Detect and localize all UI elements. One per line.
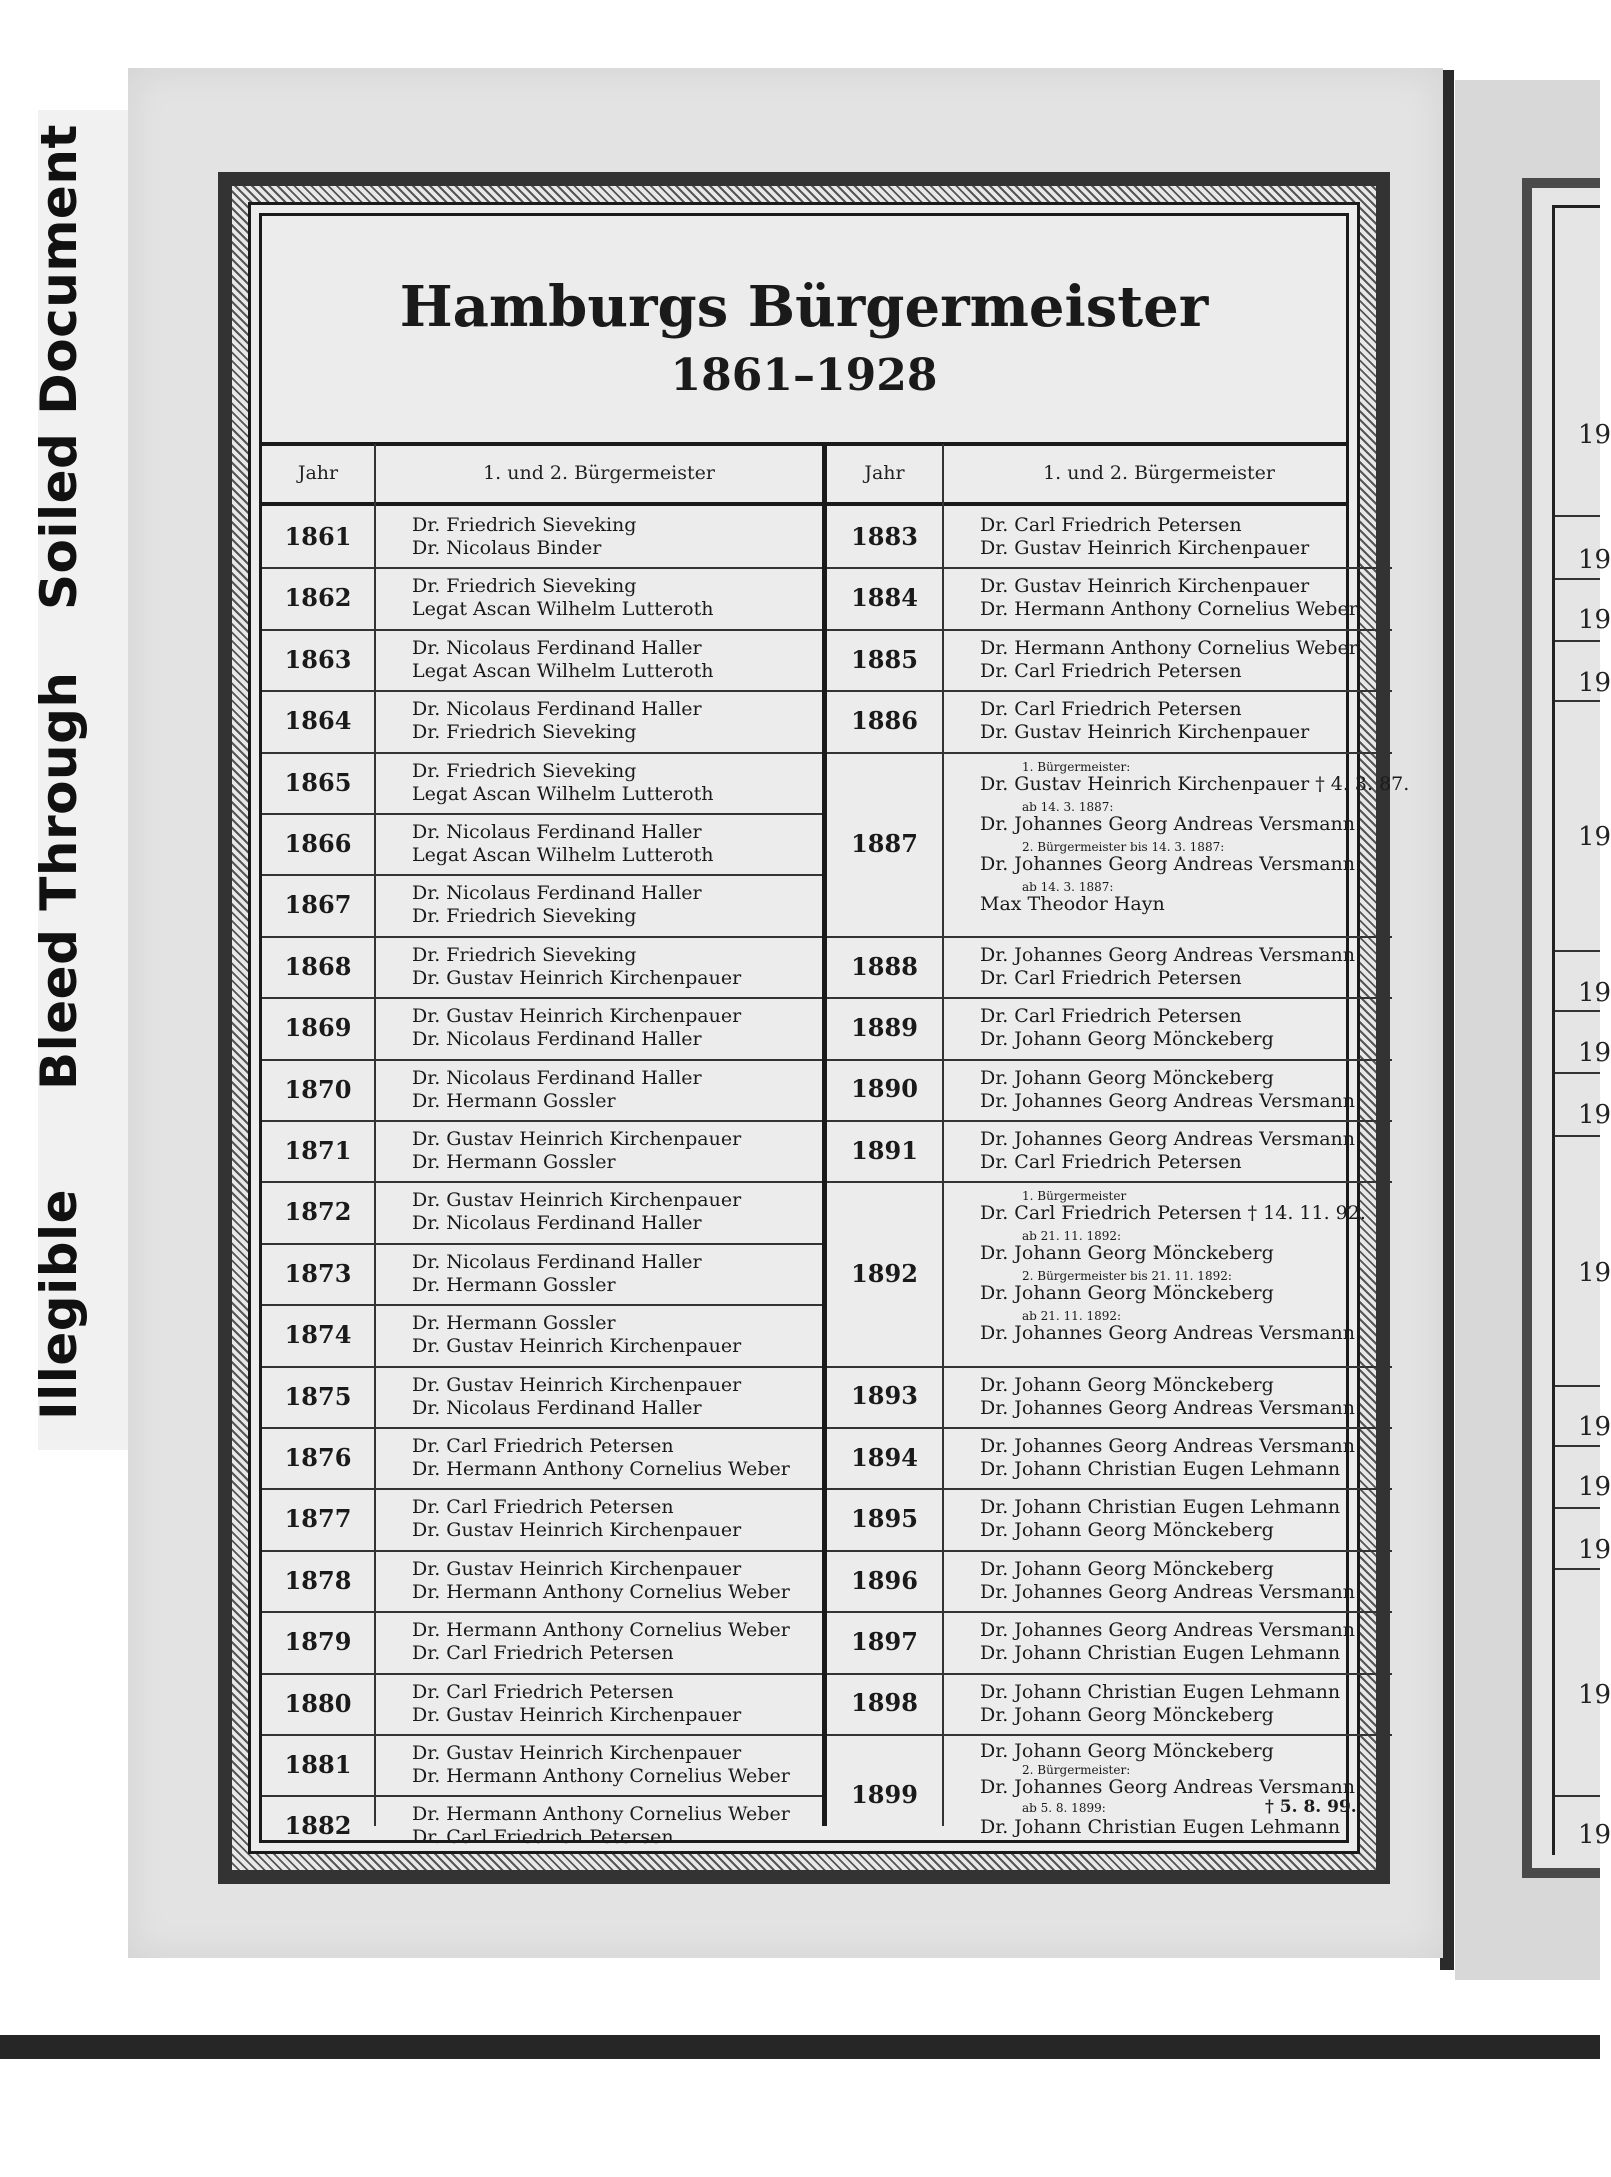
right-row-first-mayor: Dr. Johann Christian Eugen Lehmann (980, 1496, 1341, 1519)
left-row-divider (262, 1795, 822, 1797)
left-row-divider (262, 1673, 822, 1675)
left-row-divider (262, 1427, 822, 1429)
left-row-first-mayor: Dr. Hermann Anthony Cornelius Weber (412, 1619, 790, 1642)
right-row-first-mayor: Dr. Johann Georg Mönckeberg (980, 1373, 1274, 1396)
left-row-year: 1861 (284, 522, 352, 551)
left-row-year: 1876 (284, 1443, 352, 1472)
left-row-year: 1875 (284, 1381, 352, 1411)
right-row-divider (827, 1734, 1392, 1736)
left-row-first-mayor: Dr. Hermann Anthony Cornelius Weber (412, 1803, 790, 1826)
left-row-year: 1879 (284, 1627, 352, 1657)
next-page-row-divider (1555, 1010, 1600, 1012)
next-page-row-divider (1555, 1507, 1600, 1509)
stamp-soiled-document: Soiled Document (30, 124, 88, 610)
right-row-divider (827, 567, 1392, 569)
right-row-note: ab 14. 3. 1887: (1022, 799, 1114, 814)
left-row-divider (262, 1550, 822, 1552)
left-row-year: 1866 (284, 829, 352, 858)
header-top-rule (262, 442, 1346, 446)
left-row-second-mayor: Dr. Carl Friedrich Petersen (412, 1826, 674, 1849)
right-row-year: 1895 (851, 1504, 918, 1534)
next-page-row-divider (1555, 515, 1600, 517)
left-row-second-mayor: Dr. Friedrich Sieveking (412, 905, 637, 928)
left-row-divider (262, 1304, 822, 1306)
right-row-first-mayor: Dr. Carl Friedrich Petersen (980, 1005, 1242, 1028)
next-page-row-divider (1555, 1385, 1600, 1387)
right-row-note: 2. Bürgermeister bis 14. 3. 1887: (1022, 839, 1225, 854)
header-year-left: Jahr (297, 462, 339, 484)
right-row-mayor-line: Dr. Johannes Georg Andreas Versmann (980, 1322, 1356, 1345)
left-row-divider (262, 1366, 822, 1368)
left-row-year: 1878 (284, 1565, 352, 1595)
right-row-mayor-line: Dr. Johann Georg Mönckeberg (980, 1242, 1274, 1265)
next-page-year-stub: 19 (1578, 978, 1611, 1008)
right-row-note: 2. Bürgermeister: (1022, 1763, 1131, 1777)
left-row-year: 1877 (284, 1504, 352, 1534)
right-row-third-mayor: Dr. Johann Christian Eugen Lehmann (980, 1816, 1341, 1838)
right-row-first-mayor: Dr. Johannes Georg Andreas Versmann (980, 1128, 1356, 1150)
next-page-year-stub: 19 (1578, 1100, 1611, 1130)
right-row-first-mayor: Dr. Johannes Georg Andreas Versmann (980, 1435, 1356, 1457)
right-row-first-mayor: Dr. Johann Georg Mönckeberg (980, 1066, 1274, 1089)
right-row-divider (827, 1488, 1392, 1490)
left-row-first-mayor: Dr. Nicolaus Ferdinand Haller (412, 882, 702, 905)
right-row-divider (827, 690, 1392, 692)
next-page-row-divider (1555, 640, 1600, 642)
header-mayors-right: 1. und 2. Bürgermeister (1043, 462, 1275, 484)
left-row-divider (262, 1181, 822, 1183)
left-row-first-mayor: Dr. Carl Friedrich Petersen (412, 1496, 674, 1519)
next-page-row-divider (1555, 1445, 1600, 1447)
right-row-year: 1897 (851, 1626, 918, 1656)
left-row-second-mayor: Dr. Gustav Heinrich Kirchenpauer (412, 1703, 742, 1726)
header-year-right: Jahr (864, 462, 905, 484)
right-row-second-mayor: Dr. Carl Friedrich Petersen (980, 659, 1242, 682)
right-row-first-mayor: Dr. Gustav Heinrich Kirchenpauer (980, 575, 1310, 598)
left-row-first-mayor: Dr. Friedrich Sieveking (412, 575, 637, 598)
left-row-first-mayor: Dr. Carl Friedrich Petersen (412, 1680, 674, 1703)
left-row-year: 1865 (284, 767, 352, 797)
left-row-year: 1871 (284, 1136, 352, 1165)
next-page-year-stub: 19 (1578, 668, 1611, 698)
right-row-divider (827, 1120, 1392, 1122)
right-row-first-mayor: Dr. Johann Georg Mönckeberg (980, 1557, 1274, 1580)
stamp-bleed-through: Bleed Through (30, 671, 88, 1090)
left-row-second-mayor: Legat Ascan Wilhelm Lutteroth (412, 659, 714, 682)
left-row-divider (262, 1611, 822, 1613)
left-row-first-mayor: Dr. Nicolaus Ferdinand Haller (412, 636, 702, 659)
left-row-second-mayor: Dr. Nicolaus Binder (412, 537, 602, 559)
left-row-year: 1870 (284, 1074, 352, 1104)
right-row-first-mayor: Dr. Johannes Georg Andreas Versmann (980, 943, 1356, 966)
left-row-divider (262, 567, 822, 569)
right-row-year: 1890 (851, 1074, 918, 1104)
right-year-divider (942, 444, 944, 1826)
right-row-divider (827, 936, 1392, 938)
left-row-year: 1872 (284, 1197, 352, 1227)
right-row-second-mayor: Dr. Johannes Georg Andreas Versmann (980, 1580, 1356, 1603)
right-row-year: 1888 (851, 951, 918, 981)
left-row-second-mayor: Dr. Gustav Heinrich Kirchenpauer (412, 1335, 742, 1358)
right-row-second-mayor: Dr. Johann Georg Mönckeberg (980, 1703, 1274, 1726)
left-row-second-mayor: Dr. Friedrich Sieveking (412, 721, 637, 744)
next-page-row-divider (1555, 1568, 1600, 1570)
right-row-year: 1893 (851, 1381, 918, 1411)
right-row-mayor-line: Dr. Gustav Heinrich Kirchenpauer † 4. 3. 87. (980, 772, 1410, 795)
left-row-year: 1863 (284, 644, 352, 674)
header-bottom-rule (262, 502, 1346, 506)
right-row-second-mayor: Dr. Johannes Georg Andreas Versmann (980, 1396, 1356, 1419)
left-row-divider (262, 1488, 822, 1490)
right-row-note: 1. Bürgermeister: (1022, 759, 1131, 774)
right-row-note: 1. Bürgermeister (1022, 1189, 1127, 1204)
left-row-first-mayor: Dr. Gustav Heinrich Kirchenpauer (412, 1742, 742, 1764)
right-row-note: ab 14. 3. 1887: (1022, 879, 1114, 894)
left-row-first-mayor: Dr. Nicolaus Ferdinand Haller (412, 698, 702, 721)
right-row-year: 1887 (851, 828, 918, 858)
right-row-second-mayor: Dr. Johannes Georg Andreas Versmann (980, 1776, 1356, 1798)
right-row-second-mayor: Dr. Johannes Georg Andreas Versmann (980, 1089, 1356, 1112)
right-row-year: 1889 (851, 1012, 918, 1042)
stamp-illegible: Illegible (30, 1188, 88, 1420)
left-row-second-mayor: Dr. Nicolaus Ferdinand Haller (412, 1212, 702, 1235)
next-page-year-stub: 19 (1578, 420, 1611, 450)
left-row-divider (262, 752, 822, 754)
left-row-divider (262, 690, 822, 692)
next-page-row-divider (1555, 950, 1600, 952)
left-row-second-mayor: Dr. Hermann Gossler (412, 1273, 616, 1296)
next-page-year-stub: 19 (1578, 1258, 1611, 1288)
next-page-year-stub: 19 (1578, 1680, 1611, 1710)
left-row-first-mayor: Dr. Nicolaus Ferdinand Haller (412, 1250, 702, 1273)
right-row-divider (827, 1181, 1392, 1183)
left-row-second-mayor: Dr. Hermann Anthony Cornelius Weber (412, 1765, 790, 1787)
right-row-year: 1884 (851, 583, 918, 613)
left-row-divider (262, 813, 822, 815)
left-row-first-mayor: Dr. Carl Friedrich Petersen (412, 1435, 674, 1457)
left-row-second-mayor: Dr. Hermann Gossler (412, 1151, 616, 1173)
right-row-divider (827, 1673, 1392, 1675)
right-row-year: 1898 (851, 1688, 918, 1718)
left-row-year: 1874 (284, 1320, 352, 1350)
right-row-second-mayor: Dr. Carl Friedrich Petersen (980, 966, 1242, 989)
left-row-divider (262, 936, 822, 938)
right-row-year: 1891 (851, 1135, 918, 1165)
right-row-divider (827, 1427, 1392, 1429)
left-row-second-mayor: Dr. Nicolaus Ferdinand Haller (412, 1028, 702, 1051)
left-year-divider (374, 444, 376, 1826)
next-page-row-divider (1555, 578, 1600, 580)
next-page-row-divider (1555, 1135, 1600, 1137)
right-row-divider (827, 629, 1392, 631)
right-row-mayor-line: Dr. Johannes Georg Andreas Versmann (980, 812, 1356, 835)
left-row-year: 1881 (284, 1750, 352, 1779)
left-row-first-mayor: Dr. Gustav Heinrich Kirchenpauer (412, 1189, 742, 1212)
right-row-divider (827, 1550, 1392, 1552)
left-row-second-mayor: Dr. Carl Friedrich Petersen (412, 1642, 674, 1665)
right-row-year: 1892 (851, 1258, 918, 1288)
left-row-second-mayor: Dr. Hermann Anthony Cornelius Weber (412, 1580, 790, 1603)
left-row-divider (262, 1120, 822, 1122)
left-row-first-mayor: Dr. Hermann Gossler (412, 1312, 616, 1335)
right-row-year: 1899 (851, 1780, 918, 1810)
left-row-year: 1862 (284, 583, 352, 613)
left-row-second-mayor: Dr. Gustav Heinrich Kirchenpauer (412, 966, 742, 989)
table-container (248, 202, 1410, 1854)
right-row-note: ab 21. 11. 1892: (1022, 1309, 1122, 1324)
next-page-year-stub: 19 (1578, 1820, 1611, 1850)
left-row-first-mayor: Dr. Nicolaus Ferdinand Haller (412, 821, 702, 843)
header-mayors-left: 1. und 2. Bürgermeister (483, 462, 715, 484)
left-row-divider (262, 997, 822, 999)
left-row-divider (262, 1734, 822, 1736)
right-row-second-mayor: Dr. Gustav Heinrich Kirchenpauer (980, 537, 1310, 559)
next-page-year-stub: 19 (1578, 605, 1611, 635)
stamp-strip (0, 0, 120, 1480)
page-subtitle: 1861–1928 (670, 350, 938, 401)
left-row-year: 1868 (284, 951, 352, 981)
left-row-second-mayor: Dr. Hermann Gossler (412, 1089, 616, 1112)
next-page-year-stub: 19 (1578, 822, 1611, 852)
left-row-second-mayor: Dr. Gustav Heinrich Kirchenpauer (412, 1519, 742, 1542)
ornamental-border (218, 172, 1410, 1884)
right-row-divider (827, 752, 1392, 754)
right-row-year: 1885 (851, 644, 918, 674)
right-row-note: ab 21. 11. 1892: (1022, 1229, 1122, 1244)
right-row-first-mayor: Dr. Carl Friedrich Petersen (980, 698, 1242, 721)
right-row-year: 1894 (851, 1442, 918, 1472)
right-row-note: ab 5. 8. 1899: (1022, 1801, 1106, 1815)
right-row-mayor-line: Dr. Johannes Georg Andreas Versmann (980, 852, 1356, 875)
left-row-divider (262, 1243, 822, 1245)
left-row-second-mayor: Dr. Nicolaus Ferdinand Haller (412, 1396, 702, 1419)
right-row-year: 1883 (851, 521, 918, 551)
right-row-year: 1886 (851, 705, 918, 735)
next-page-row-divider (1555, 700, 1600, 702)
right-row-second-mayor: Dr. Johann Georg Mönckeberg (980, 1028, 1274, 1051)
next-page-row-divider (1555, 1072, 1600, 1074)
next-page-year-stub: 19 (1578, 545, 1611, 575)
next-page-year-stub: 19 (1578, 1535, 1611, 1565)
right-row-year: 1896 (851, 1565, 918, 1595)
right-row-second-mayor: Dr. Johann Christian Eugen Lehmann (980, 1642, 1341, 1665)
left-row-year: 1867 (284, 890, 352, 920)
page-title: Hamburgs Bürgermeister (399, 274, 1209, 340)
scan-bottom-edge (0, 2035, 1600, 2059)
next-page-year-stub: 19 (1578, 1038, 1611, 1068)
left-row-year: 1869 (284, 1013, 352, 1043)
left-row-second-mayor: Legat Ascan Wilhelm Lutteroth (412, 598, 714, 621)
left-row-first-mayor: Dr. Friedrich Sieveking (412, 514, 637, 536)
right-row-second-mayor: Dr. Johann Christian Eugen Lehmann (980, 1458, 1341, 1480)
right-row-first-mayor: Dr. Johannes Georg Andreas Versmann (980, 1619, 1356, 1642)
right-row-divider (827, 1366, 1392, 1368)
right-row-first-mayor: Dr. Hermann Anthony Cornelius Weber (980, 636, 1358, 659)
left-row-first-mayor: Dr. Gustav Heinrich Kirchenpauer (412, 1128, 742, 1150)
right-row-mayor-line: Dr. Johann Georg Mönckeberg (980, 1282, 1274, 1305)
right-row-note: 2. Bürgermeister bis 21. 11. 1892: (1022, 1269, 1232, 1284)
left-row-divider (262, 874, 822, 876)
right-row-death-note: † 5. 8. 99. (1265, 1797, 1357, 1817)
right-row-second-mayor: Dr. Gustav Heinrich Kirchenpauer (980, 721, 1310, 744)
left-row-second-mayor: Legat Ascan Wilhelm Lutteroth (412, 844, 714, 866)
left-row-first-mayor: Dr. Friedrich Sieveking (412, 943, 637, 966)
right-row-divider (827, 1611, 1392, 1613)
right-row-second-mayor: Dr. Johann Georg Mönckeberg (980, 1519, 1274, 1542)
left-row-first-mayor: Dr. Nicolaus Ferdinand Haller (412, 1066, 702, 1089)
right-row-first-mayor: Dr. Johann Georg Mönckeberg (980, 1740, 1274, 1762)
left-row-second-mayor: Dr. Hermann Anthony Cornelius Weber (412, 1458, 790, 1480)
left-row-first-mayor: Dr. Gustav Heinrich Kirchenpauer (412, 1557, 742, 1580)
left-row-second-mayor: Legat Ascan Wilhelm Lutteroth (412, 782, 714, 805)
left-row-first-mayor: Dr. Friedrich Sieveking (412, 759, 637, 782)
left-row-year: 1880 (284, 1688, 352, 1718)
right-row-first-mayor: Dr. Johann Christian Eugen Lehmann (980, 1680, 1341, 1703)
scanned-page (128, 68, 1443, 1958)
left-row-divider (262, 629, 822, 631)
left-row-first-mayor: Dr. Gustav Heinrich Kirchenpauer (412, 1005, 742, 1028)
left-row-year: 1864 (284, 706, 352, 736)
table-box (259, 213, 1410, 1849)
left-row-year: 1873 (284, 1258, 352, 1288)
right-row-second-mayor: Dr. Carl Friedrich Petersen (980, 1151, 1242, 1173)
left-row-first-mayor: Dr. Gustav Heinrich Kirchenpauer (412, 1373, 742, 1396)
right-row-mayor-line: Max Theodor Hayn (980, 892, 1165, 915)
left-row-year: 1882 (284, 1811, 352, 1841)
next-page-year-stub: 19 (1578, 1472, 1611, 1502)
next-page-row-divider (1555, 1795, 1600, 1797)
next-page-table (1552, 205, 1600, 1855)
right-row-divider (827, 997, 1392, 999)
left-row-divider (262, 1059, 822, 1061)
right-row-mayor-line: Dr. Carl Friedrich Petersen † 14. 11. 92. (980, 1202, 1366, 1225)
right-row-first-mayor: Dr. Carl Friedrich Petersen (980, 514, 1242, 536)
next-page-year-stub: 19 (1578, 1412, 1611, 1442)
right-row-divider (827, 1059, 1392, 1061)
right-row-second-mayor: Dr. Hermann Anthony Cornelius Weber (980, 598, 1358, 621)
